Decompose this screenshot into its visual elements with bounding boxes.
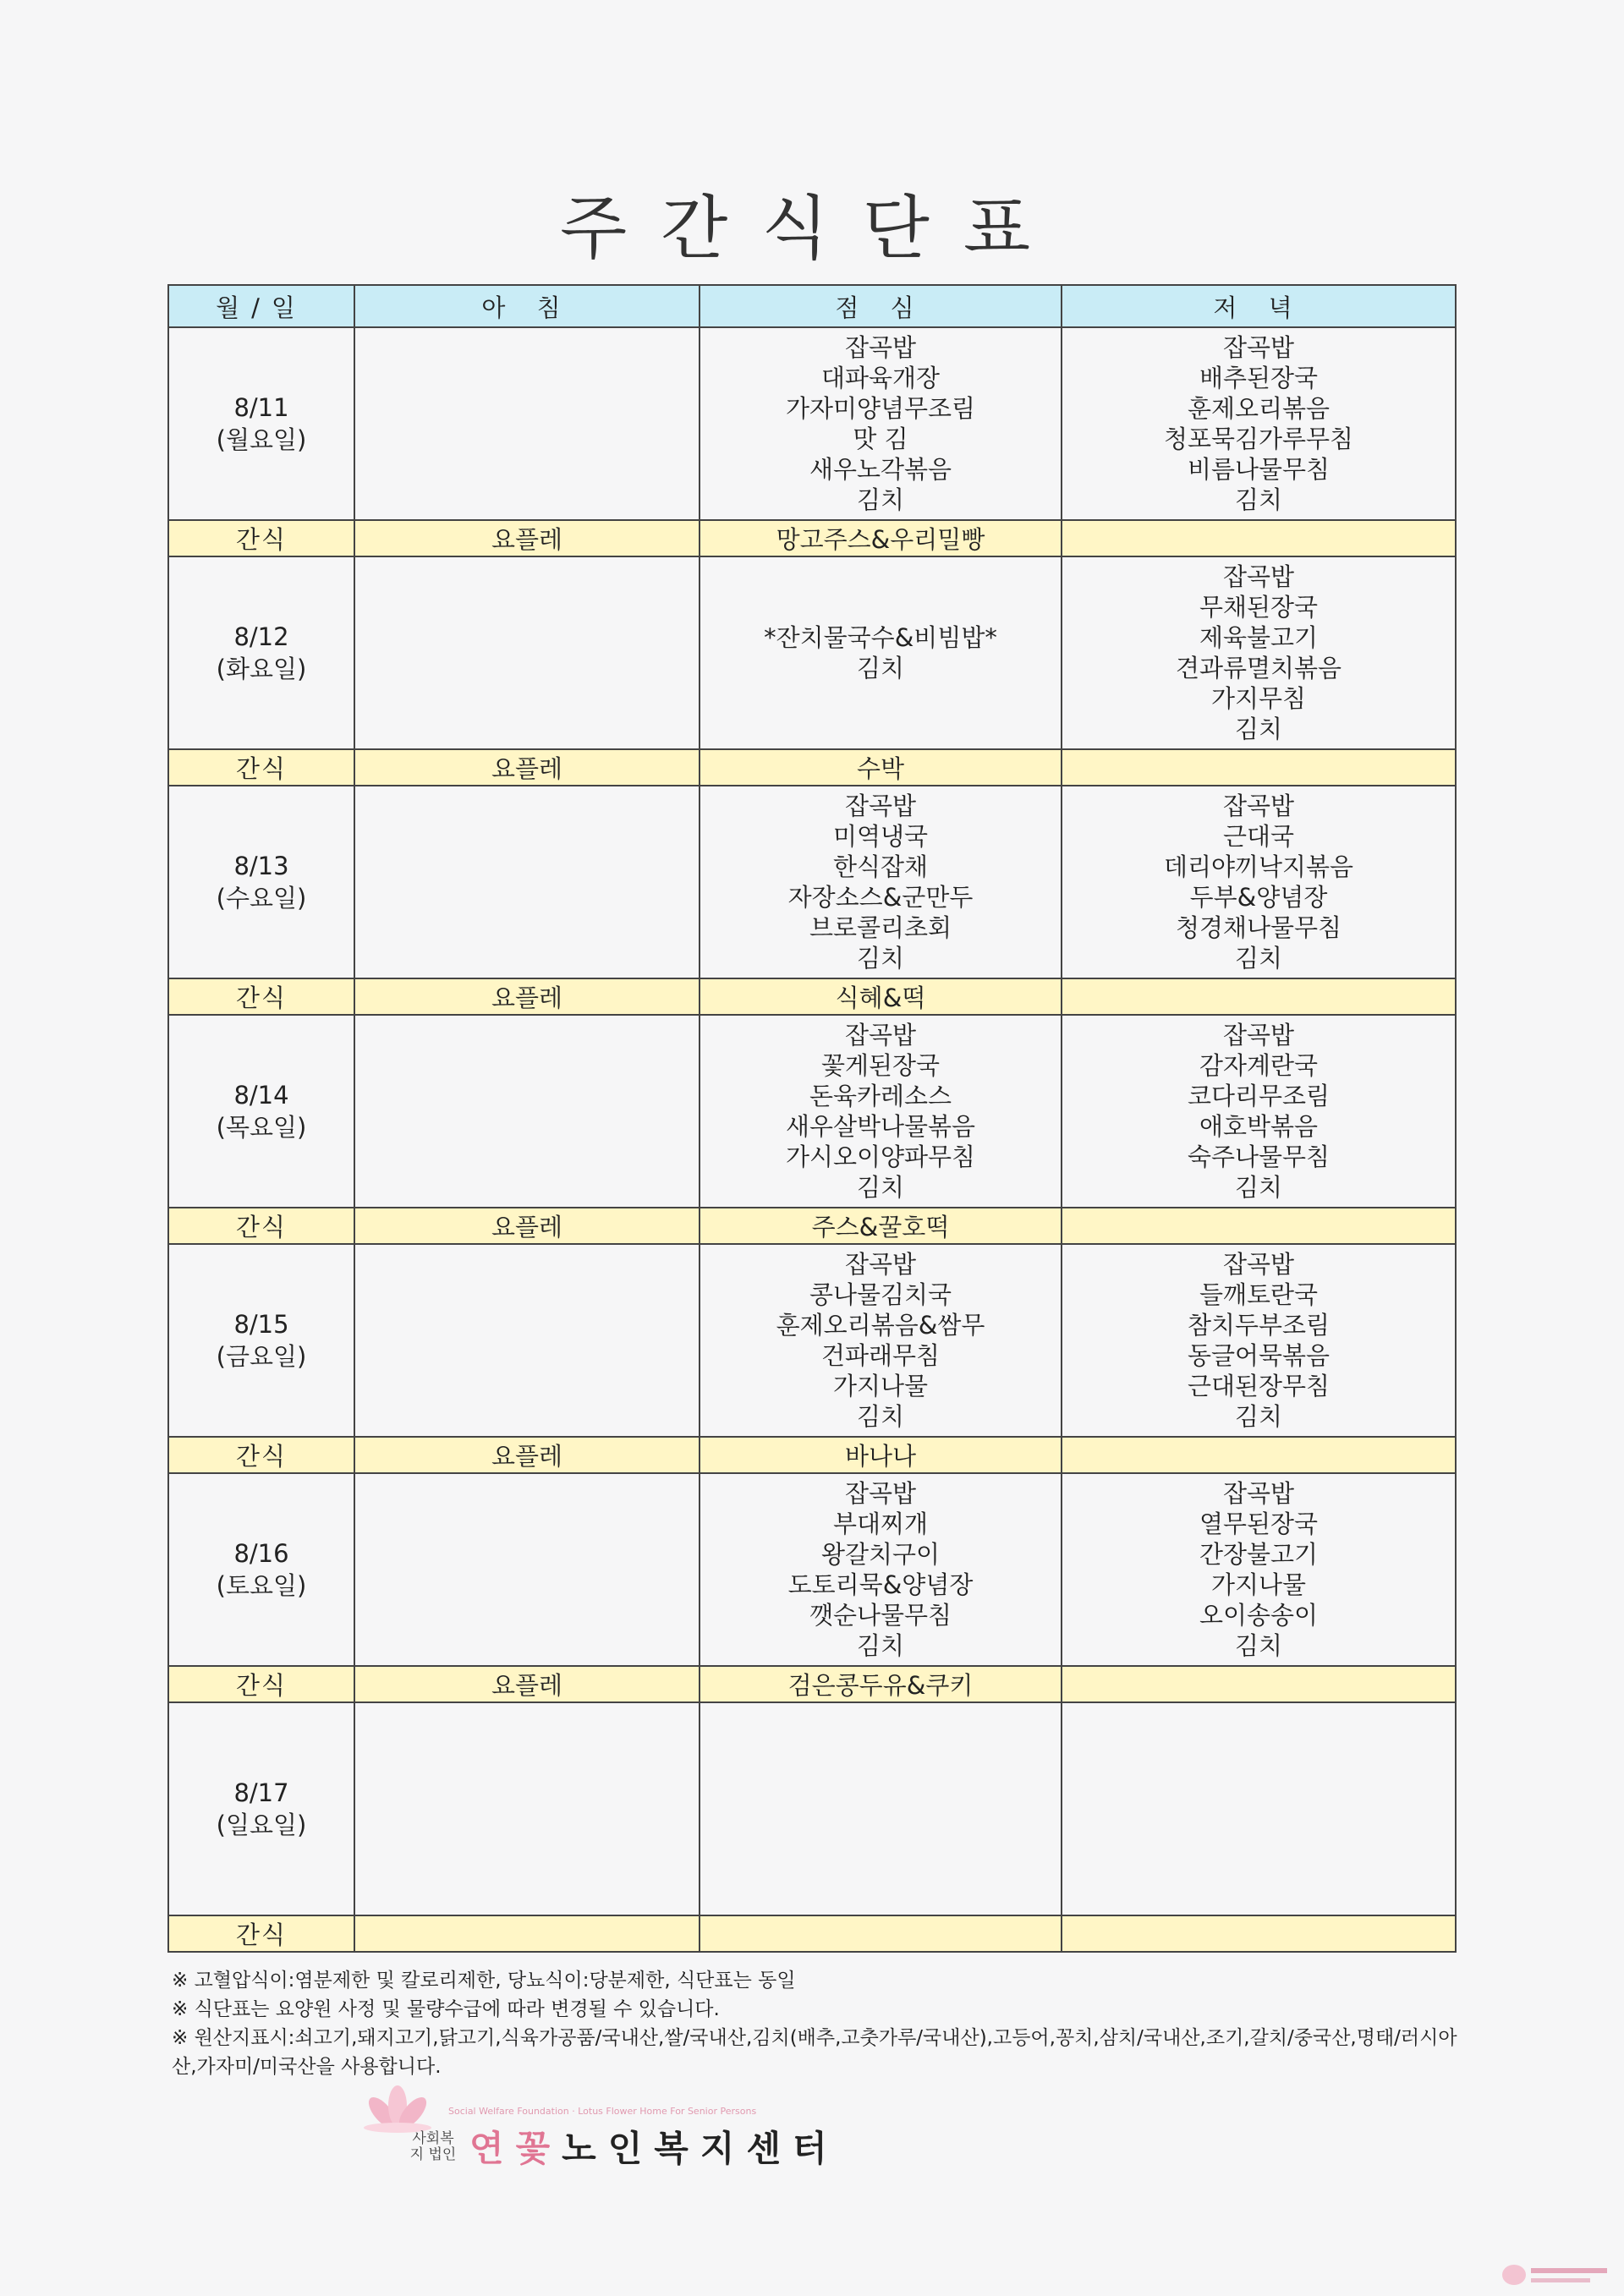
snack-pm: 망고주스&우리밀빵 bbox=[700, 520, 1062, 556]
snack-am: 요플레 bbox=[354, 978, 700, 1015]
logo-name-pink: 연꽃 bbox=[469, 2128, 562, 2169]
weekday-label: (수요일) bbox=[216, 884, 307, 912]
day-row bbox=[168, 1473, 1456, 1666]
menu-item: 부대찌개 bbox=[832, 1510, 929, 1538]
snack-evening bbox=[1062, 1915, 1456, 1952]
menu-item: 숙주나물무침 bbox=[1187, 1143, 1330, 1171]
menu-item: 가지나물 bbox=[1210, 1570, 1307, 1599]
dinner-cell bbox=[1062, 1702, 1456, 1915]
menu-item: 김치 bbox=[856, 654, 905, 682]
weekday-label: (월요일) bbox=[216, 425, 307, 454]
day-cell bbox=[168, 786, 354, 978]
menu-item: 왕갈치구이 bbox=[820, 1540, 941, 1569]
snack-am: 요플레 bbox=[354, 1437, 700, 1473]
menu-item: 가지나물 bbox=[832, 1372, 929, 1400]
snack-pm: 바나나 bbox=[700, 1437, 1062, 1473]
weekday-label: (화요일) bbox=[216, 655, 307, 683]
snack-row bbox=[168, 1208, 1456, 1244]
breakfast-cell bbox=[354, 786, 700, 978]
snack-label: 간식 bbox=[168, 1437, 354, 1473]
snack-evening bbox=[1062, 749, 1456, 786]
menu-item: 잡곡밥 bbox=[844, 1021, 917, 1049]
date-label: 8/12 bbox=[233, 622, 289, 651]
date-label: 8/16 bbox=[233, 1539, 289, 1568]
weekly-menu-table bbox=[167, 284, 1457, 1953]
menu-item: 김치 bbox=[856, 485, 905, 514]
menu-item: 잡곡밥 bbox=[844, 1479, 917, 1508]
day-cell bbox=[168, 1244, 354, 1437]
menu-item: 김치 bbox=[856, 1402, 905, 1431]
weekday-label: (토요일) bbox=[216, 1571, 307, 1600]
menu-item: 잡곡밥 bbox=[1222, 333, 1295, 362]
menu-item: 오이송송이 bbox=[1199, 1601, 1319, 1630]
day-row bbox=[168, 1015, 1456, 1208]
menu-item: 김치 bbox=[856, 1173, 905, 1202]
breakfast-cell bbox=[354, 1244, 700, 1437]
breakfast-cell bbox=[354, 1473, 700, 1666]
date-label: 8/15 bbox=[233, 1310, 289, 1339]
day-cell bbox=[168, 556, 354, 749]
menu-item: *잔치물국수&비빔밥* bbox=[764, 623, 997, 652]
weekday-label: (금요일) bbox=[216, 1342, 307, 1371]
menu-item: 간장불고기 bbox=[1199, 1540, 1319, 1569]
menu-item: 건파래무침 bbox=[820, 1341, 941, 1370]
logo-name bbox=[469, 2121, 839, 2172]
dinner-cell bbox=[1062, 786, 1456, 978]
menu-item: 데리야끼낙지볶음 bbox=[1163, 852, 1354, 881]
breakfast-cell bbox=[354, 1702, 700, 1915]
dinner-cell bbox=[1062, 556, 1456, 749]
day-row bbox=[168, 327, 1456, 520]
header-dinner: 저 녁 bbox=[1062, 285, 1456, 327]
menu-item: 청경채나물무침 bbox=[1175, 913, 1342, 942]
menu-item: 브로콜리초회 bbox=[809, 913, 952, 942]
day-row bbox=[168, 786, 1456, 978]
day-row bbox=[168, 1244, 1456, 1437]
menu-item: 콩나물김치국 bbox=[809, 1280, 952, 1309]
snack-label: 간식 bbox=[168, 978, 354, 1015]
note-line: ※ 식단표는 요양원 사정 및 물량수급에 따라 변경될 수 있습니다. bbox=[172, 1998, 720, 2020]
menu-item: 견과류멸치볶음 bbox=[1175, 654, 1342, 682]
snack-evening bbox=[1062, 1666, 1456, 1702]
snack-evening bbox=[1062, 978, 1456, 1015]
snack-row bbox=[168, 1437, 1456, 1473]
day-cell bbox=[168, 327, 354, 520]
day-row bbox=[168, 556, 1456, 749]
snack-pm: 주스&꿀호떡 bbox=[700, 1208, 1062, 1244]
menu-item: 동글어묵볶음 bbox=[1187, 1341, 1330, 1370]
menu-item: 비름나물무침 bbox=[1187, 455, 1330, 484]
menu-item: 김치 bbox=[1234, 1173, 1283, 1202]
page-title: 주간식단표 bbox=[559, 189, 1065, 269]
menu-item: 무채된장국 bbox=[1199, 593, 1319, 622]
menu-item: 들깨토란국 bbox=[1199, 1280, 1319, 1309]
day-cell bbox=[168, 1702, 354, 1915]
snack-label: 간식 bbox=[168, 1666, 354, 1702]
date-label: 8/11 bbox=[233, 393, 289, 422]
menu-item: 새우노각볶음 bbox=[809, 455, 952, 484]
logo-institution: 사회복지 법인 bbox=[409, 2130, 457, 2163]
snack-pm bbox=[700, 1915, 1062, 1952]
menu-item: 코다리무조림 bbox=[1187, 1082, 1330, 1110]
snack-label: 간식 bbox=[168, 1208, 354, 1244]
breakfast-cell bbox=[354, 556, 700, 749]
menu-item: 제육불고기 bbox=[1199, 623, 1319, 652]
lunch-cell bbox=[700, 556, 1062, 749]
menu-item: 김치 bbox=[1234, 944, 1283, 973]
menu-item: 도토리묵&양념장 bbox=[787, 1570, 974, 1599]
snack-am: 요플레 bbox=[354, 1666, 700, 1702]
menu-item: 잡곡밥 bbox=[1222, 1479, 1295, 1508]
weekday-label: (일요일) bbox=[216, 1811, 307, 1839]
day-cell bbox=[168, 1473, 354, 1666]
menu-item: 맛 김 bbox=[853, 425, 908, 453]
weekday-label: (목요일) bbox=[216, 1113, 307, 1142]
lunch-cell bbox=[700, 1473, 1062, 1666]
snack-label: 간식 bbox=[168, 749, 354, 786]
menu-item: 배추된장국 bbox=[1199, 364, 1319, 392]
snack-row bbox=[168, 520, 1456, 556]
menu-item: 근대된장무침 bbox=[1187, 1372, 1330, 1400]
notes bbox=[172, 1966, 1457, 2081]
menu-item: 꽃게된장국 bbox=[820, 1051, 941, 1080]
snack-pm: 수박 bbox=[700, 749, 1062, 786]
snack-am: 요플레 bbox=[354, 749, 700, 786]
menu-item: 가자미양념무조림 bbox=[785, 394, 976, 423]
menu-item: 두부&양념장 bbox=[1189, 883, 1328, 912]
menu-item: 잡곡밥 bbox=[1222, 1021, 1295, 1049]
day-cell bbox=[168, 1015, 354, 1208]
menu-item: 청포묵김가루무침 bbox=[1163, 425, 1354, 453]
dinner-cell bbox=[1062, 1015, 1456, 1208]
snack-row bbox=[168, 978, 1456, 1015]
header-lunch: 점 심 bbox=[700, 285, 1062, 327]
snack-evening bbox=[1062, 1437, 1456, 1473]
dinner-cell bbox=[1062, 1244, 1456, 1437]
menu-item: 훈제오리볶음&쌈무 bbox=[776, 1311, 985, 1340]
lunch-cell bbox=[700, 1702, 1062, 1915]
snack-row bbox=[168, 749, 1456, 786]
header-day: 월/일 bbox=[168, 285, 354, 327]
snack-row bbox=[168, 1915, 1456, 1952]
menu-item: 잡곡밥 bbox=[844, 333, 917, 362]
menu-item: 참치두부조림 bbox=[1187, 1311, 1330, 1340]
menu-item: 감자계란국 bbox=[1199, 1051, 1319, 1080]
menu-item: 애호박볶음 bbox=[1199, 1112, 1319, 1141]
snack-am bbox=[354, 1915, 700, 1952]
menu-item: 열무된장국 bbox=[1199, 1510, 1319, 1538]
snack-pm: 검은콩두유&쿠키 bbox=[700, 1666, 1062, 1702]
menu-item: 대파육개장 bbox=[820, 364, 941, 392]
menu-item: 잡곡밥 bbox=[1222, 562, 1295, 591]
breakfast-cell bbox=[354, 327, 700, 520]
menu-item: 김치 bbox=[1234, 715, 1283, 743]
menu-item: 잡곡밥 bbox=[844, 792, 917, 820]
menu-item: 가시오이양파무침 bbox=[785, 1143, 976, 1171]
snack-pm: 식혜&떡 bbox=[700, 978, 1062, 1015]
menu-item: 김치 bbox=[1234, 485, 1283, 514]
day-row bbox=[168, 1702, 1456, 1915]
logo-name-rest: 노인복지센터 bbox=[562, 2128, 839, 2169]
menu-item: 김치 bbox=[856, 1631, 905, 1660]
snack-evening bbox=[1062, 520, 1456, 556]
breakfast-cell bbox=[354, 1015, 700, 1208]
logo-subtitle: Social Welfare Foundation · Lotus Flower Home For Senior Persons bbox=[448, 2106, 757, 2117]
lunch-cell bbox=[700, 1244, 1062, 1437]
snack-am: 요플레 bbox=[354, 1208, 700, 1244]
header-breakfast: 아 침 bbox=[354, 285, 700, 327]
menu-item: 김치 bbox=[1234, 1631, 1283, 1660]
date-label: 8/17 bbox=[233, 1778, 289, 1807]
menu-item: 잡곡밥 bbox=[844, 1250, 917, 1279]
snack-label: 간식 bbox=[168, 520, 354, 556]
dinner-cell bbox=[1062, 1473, 1456, 1666]
snack-row bbox=[168, 1666, 1456, 1702]
menu-item: 잡곡밥 bbox=[1222, 1250, 1295, 1279]
menu-item: 김치 bbox=[1234, 1402, 1283, 1431]
menu-item: 한식잡채 bbox=[832, 852, 929, 881]
dinner-cell bbox=[1062, 327, 1456, 520]
note-line: ※ 원산지표시:쇠고기,돼지고기,닭고기,식육가공품/국내산,쌀/국내산,김치(배추,고춧가루/국내산),고등어,꽁치,삼치/국내산,조기,갈치/중국산,명태/러시아산,가자미/미국산을 사용합니다. bbox=[172, 2027, 1457, 2078]
foundation-logo bbox=[355, 2082, 998, 2175]
corner-stamp-icon bbox=[1497, 2258, 1616, 2292]
lunch-cell bbox=[700, 1015, 1062, 1208]
snack-am: 요플레 bbox=[354, 520, 700, 556]
menu-item: 새우살박나물볶음 bbox=[785, 1112, 976, 1141]
lunch-cell bbox=[700, 327, 1062, 520]
snack-label: 간식 bbox=[168, 1915, 354, 1952]
menu-item: 근대국 bbox=[1222, 822, 1295, 851]
menu-item: 잡곡밥 bbox=[1222, 792, 1295, 820]
lunch-cell bbox=[700, 786, 1062, 978]
date-label: 8/14 bbox=[233, 1081, 289, 1110]
menu-item: 훈제오리볶음 bbox=[1187, 394, 1330, 423]
menu-item: 김치 bbox=[856, 944, 905, 973]
menu-item: 돈육카레소스 bbox=[809, 1082, 952, 1110]
note-line: ※ 고혈압식이:염분제한 및 칼로리제한, 당뇨식이:당분제한, 식단표는 동일 bbox=[172, 1970, 796, 1992]
snack-evening bbox=[1062, 1208, 1456, 1244]
menu-item: 자장소스&군만두 bbox=[787, 883, 974, 912]
menu-item: 미역냉국 bbox=[832, 822, 929, 851]
date-label: 8/13 bbox=[233, 852, 289, 880]
menu-item: 가지무침 bbox=[1210, 684, 1307, 713]
menu-item: 깻순나물무침 bbox=[809, 1601, 952, 1630]
